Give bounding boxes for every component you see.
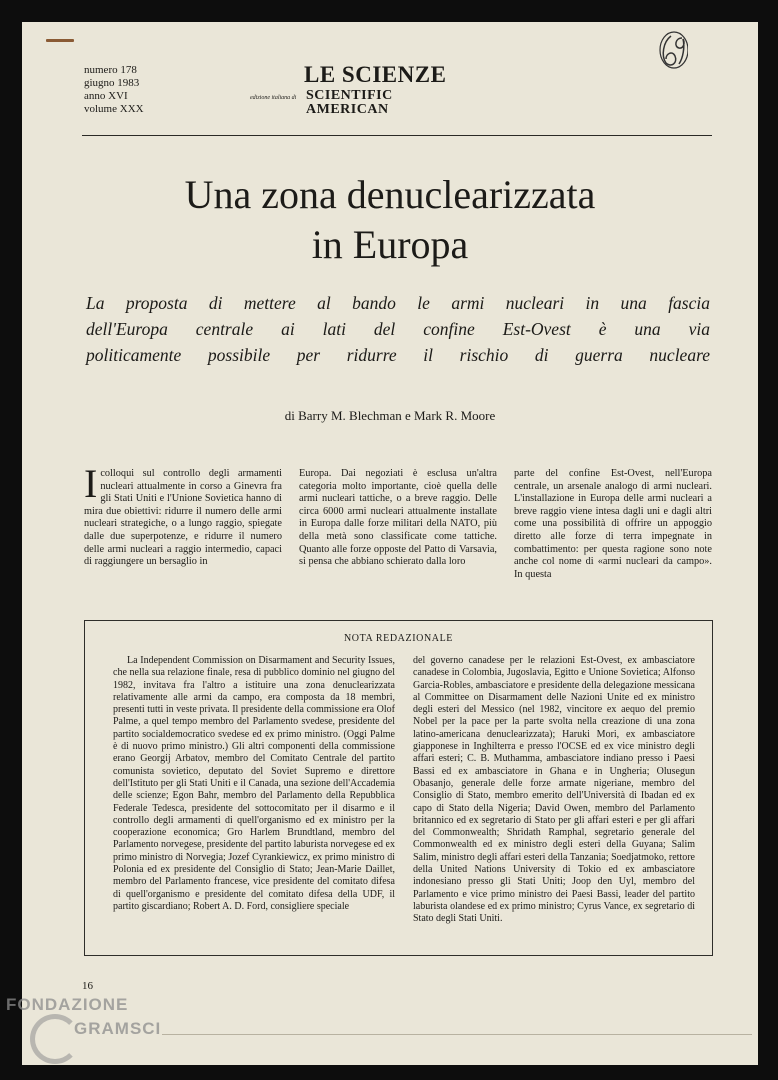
issue-volume: volume XXX [84,103,144,115]
issue-year: anno XVI [84,90,128,102]
article-title [62,170,718,270]
masthead-title: LE SCIENZE [304,62,447,87]
watermark-logo-icon [30,1014,80,1064]
issue-number: numero 178 [84,64,137,76]
masthead-edition: edizione italiana di [250,95,297,101]
editorial-note-box [84,620,713,956]
article-subtitle [86,290,710,368]
article-body [84,461,712,581]
subtitle-line1: La proposta di mettere al bando le armi nucleari in una fascia [86,293,710,313]
paper-speck [46,39,74,42]
page-number: 16 [82,980,93,992]
drop-cap: I [84,461,98,506]
title-line1: Una zona denuclearizzata [184,172,596,217]
subtitle-line3: politicamente possibile per ridurre il rischio di guerra nucleare [86,345,710,365]
watermark-line2: GRAMSCI [74,1019,162,1038]
subtitle-line2: dell'Europa centrale ai lati del confine Est-Ovest è una via [86,319,710,339]
note-column-1 [113,655,395,926]
editorial-note-body [113,655,695,926]
bottom-edge-rule [162,1034,752,1035]
title-line2: in Europa [311,222,469,267]
masthead-sa-line1: SCIENTIFIC [306,88,393,103]
issue-date: giugno 1983 [84,77,140,89]
masthead-sa [306,89,393,117]
editorial-note-title: NOTA REDAZIONALE [343,633,454,644]
issue-info [84,64,144,116]
note-column-2-text: del governo canadese per le relazioni Est-Ovest, ex ambasciatore canadese in Colombia, Jugoslavia, Egitto e Unione Sovietica; Alfonso Garcia-Robles, ambasciatore e presidente della delegazione messicana al Committee on Disarmament delle Nazioni Unite ed ex ministro degli esteri del Messico (nel 1982, vincitore ex aequo del premio Nobel per la pace per la parte svolta nella creazione di una zona latino-americana denuclearizzata); Haruki Mori, ex ambasciatore giapponese in Inghilterra e presso l'OCSE ed ex vice ministro degli affari esteri; C. B. Muthamma, ambasciatore indiano presso i Paesi Bassi ed ex ambasciatore in Ghana e in Ungheria; Olusegun Obasanjo, generale delle forze armate nigeriane, membro del Consiglio di Stato, membro emerito dell'Università di Ibadan ed ex capo di Stato della Nigeria; David Owen, membro del Parlamento britannico ed ex segretario di Stato per gli affari esteri e per gli affari del Commonwealth; Shridath Ramphal, segretario generale del Commonwealth ed ex ministro degli esteri della Guyana; Salim Salim, ministro degli affari esteri della Tanzania; Soedjatmoko, rettore della United Nations University di Tokio ed ex ambasciatore indonesiano presso gli Stati Uniti; Joop den Uyl, membro del Parlamento e vice primo ministro dei Paesi Bassi, leader del partito laburista olandese ed ex primo ministro; Cyrus Vance, ex segretario di Stato degli Stati Uniti. [413,655,695,925]
header-rule [82,135,712,136]
watermark-line1: FONDAZIONE [6,995,129,1014]
body-column-2: Europa. Dai negoziati è esclusa un'altra categoria molto importante, cioè quella delle armi nucleari tattiche, o a breve raggio. Delle circa 6000 armi nucleari attualmente installate in Europa dalle forze militari della NATO, più della metà sono classificate come tattiche. Quanto alle forze opposte del Patto di Varsavia, si pensa che abbiano schierato dalla loro [299,468,497,568]
article-authors: di Barry M. Blechman e Mark R. Moore [284,408,496,423]
note-column-2 [413,655,695,926]
handwritten-page-number [658,30,688,70]
body-column-1 [84,461,282,581]
body-column-3: parte del confine Est-Ovest, nell'Europa centrale, un arsenale analogo di armi nucleari. L'installazione in Europa delle armi nucleari a breve raggio viene intesa dagli uni e dagli altri come una possibilità di offrire un appoggio diretto alle forze di terra impegnate in combattimento: per questa ragione sono note anche col nome di «armi nucleari da campo». In questa [514,468,712,580]
note-column-1-text: La Independent Commission on Disarmament and Security Issues, che nella sua relazione finale, resa di pubblico dominio nel giugno del 1982, invitava fra l'altro a istituire una zona denuclearizzata relativamente alle armi da campo, era composta da 18 membri, presenti tutti in veste privata. Il presidente della commissione era Olof Palme, a quel tempo membro del Parlamento svedese, presidente del partito socialdemocratico svedese ed ex primo ministro. (Oggi Palme è di nuovo primo ministro.) Gli altri componenti della commissione erano Georgij Arbatov, membro del Comitato Centrale del partito comunista sovietico, deputato del Soviet Supremo e direttore dell'Istituto per gli Stati Uniti e il Canada, una sezione dell'Accademia delle scienze; Egon Bahr, membro del Parlamento della Repubblica Federale Tedesca, presidente del sottocomitato per il disarmo e il controllo degli armamenti di quell'organismo ed ex ministro per la cooperazione economica; Gro Harlem Brundtland, membro del Parlamento norvegese, presidente del partito laburista norvegese ed ex primo ministro di Norvegia; Jozef Cyrankiewicz, ex primo ministro di Polonia ed ex presidente del Consiglio di Stato; Jean-Marie Daillet, membro del Parlamento francese, vice presidente del comitato difesa di quell'organismo e presidente del comitato difesa della UDF, il partito giscardiano; Robert A. D. Ford, consigliere speciale [113,655,395,912]
page [22,22,758,1065]
body-column-1-text: colloqui sul controllo degli armamenti nucleari attualmente in corso a Ginevra fra gli Stati Uniti e l'Unione Sovietica hanno di mira due obiettivi: ridurre il numero delle armi nucleari strategiche, o a lungo raggio, spiegate dalle due superpotenze, e ridurre il numero delle armi nucleari a raggio intermedio, capaci di raggiungere un bersaglio in [84,468,282,568]
masthead-sa-line2: AMERICAN [306,102,389,117]
